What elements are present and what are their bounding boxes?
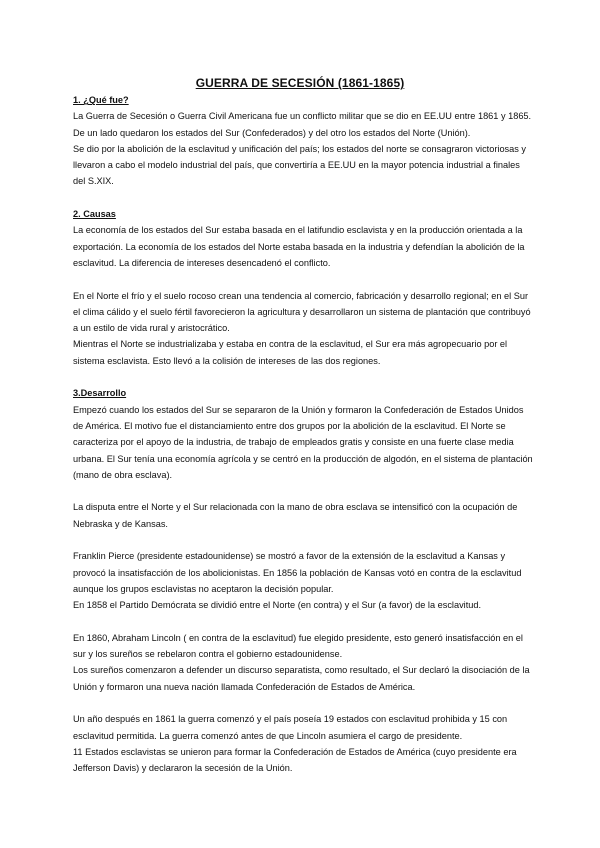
paragraph: Un año después en 1861 la guerra comenzó y el país poseía 19 estados con esclavitud prohibida y 15 con esclavitud permitida. La guerra comenzó antes de que Lincoln asumiera el cargo de presidente. [73,714,508,741]
paragraph: De un lado quedaron los estados del Sur (Confederados) y del otro los estados del Norte (Unión). [73,127,471,138]
section-heading: 3.Desarrollo [73,388,127,399]
paragraph: 11 Estados esclavistas se unieron para formar la Confederación de Estados de América (cuyo presidente era Jefferson Davis) y declararon la secesión de la Unión. [73,746,517,774]
section-desarrollo [73,385,533,776]
document-body [73,92,533,776]
paragraph: Franklin Pierce (presidente estadounidense) se mostró a favor de la extensión de la esclavitud a Kansas y provocó la insatisfacción de los abolicionistas. En 1856 la población de Kansas votó en contra de la esclavitud aunque los grupos esclavistas no aceptaron la decisión popular. [73,551,522,594]
section-heading: 2. Causas [73,209,116,220]
section-que-fue [73,92,533,190]
document-title: GUERRA DE SECESIÓN (1861-1865) [195,76,405,90]
paragraph: La economía de los estados del Sur estaba basada en el latifundio esclavista y en la producción orientada a la exportación. La economía de los estados del Norte estaba basada en la industria y defendían la abolición de la esclavitud. La diferencia de intereses desencadenó el conflicto. [73,225,525,268]
paragraph: Se dio por la abolición de la esclavitud y unificación del país; los estados del norte se consagraron victoriosas y llevaron a cabo el modelo industrial del país, que convertiría a EE.UU en la mayor potencia industrial a finales del S.XIX. [73,143,526,187]
paragraph: La Guerra de Secesión o Guerra Civil Americana fue un conflicto militar que se dio en EE.UU entre 1861 y 1865. [73,111,532,122]
paragraph: Empezó cuando los estados del Sur se separaron de la Unión y formaron la Confederación de Estados Unidos de América. El motivo fue el distanciamiento entre dos grupos por la abolición de la esclavitud. El Norte se caracteriza por el apoyo de la industria, de trabajo de empleados gratis y consiste en una fuerte clase media urbana. El Sur tenía una economía agrícola y se centró en la producción de algodón, en el sistema de plantación (mano de obra esclava). [73,404,533,480]
section-causas [73,206,533,369]
paragraph: La disputa entre el Norte y el Sur relacionada con la mano de obra esclava se intensificó con la ocupación de Nebraska y de Kansas. [73,502,518,529]
paragraph: En el Norte el frío y el suelo rocoso crean una tendencia al comercio, fabricación y desarrollo regional; en el Sur el clima cálido y el suelo fértil favorecieron la agricultura y desarrollaron un sistema de plantación que contribuyó a un estilo de vida rural y aristocrático. [73,290,531,334]
paragraph: En 1858 el Partido Demócrata se dividió entre el Norte (en contra) y el Sur (a favor) de la esclavitud. [73,600,482,611]
paragraph: Mientras el Norte se industrializaba y estaba en contra de la esclavitud, el Sur era más agropecuario por el sistema esclavista. Esto llevó a la colisión de intereses de las dos regiones. [73,339,508,366]
paragraph: Los sureños comenzaron a defender un discurso separatista, como resultado, el Sur declaró la disociación de la Unión y formaron una nueva nación llamada Confederación de Estados de América. [73,665,530,692]
paragraph: En 1860, Abraham Lincoln ( en contra de la esclavitud) fue elegido presidente, esto generó insatisfacción en el sur y los sureños se rebelaron contra el gobierno estadounidense. [73,632,523,660]
section-heading: 1. ¿Qué fue? [73,95,129,105]
